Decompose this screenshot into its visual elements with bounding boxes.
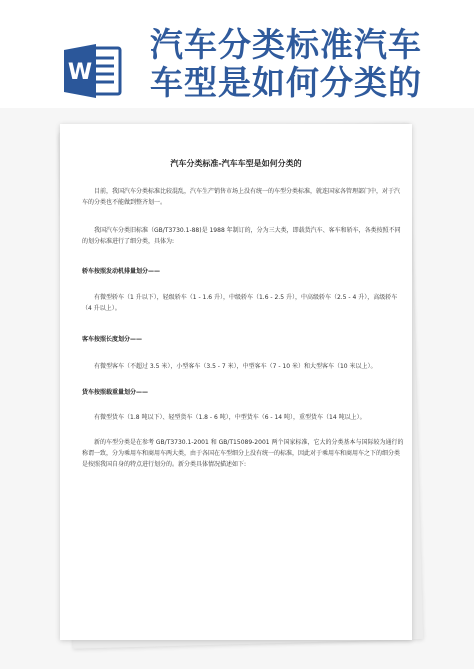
paragraph-bus-classes: 有微型客车（不超过 3.5 米），小型客车（3.5 - 7 米），中型客车（7 - 10 米）和大型客车（10 米以上）。 [94, 363, 377, 370]
banner-title [150, 26, 422, 102]
heading-bus: 客车按照长度划分—— [82, 336, 143, 343]
banner [0, 0, 474, 108]
heading-truck: 货车按照载重量划分—— [82, 389, 149, 396]
heading-sedan: 轿车按照发动机排量划分—— [82, 268, 161, 275]
word-document-icon [62, 40, 124, 102]
paragraph-truck-classes: 有微型货车（1.8 吨以下）、轻型货车（1.8 - 6 吨），中型货车（6 - 14 吨），重型货车（14 吨以上）。 [94, 414, 366, 421]
banner-title-line-1: 汽车分类标准汽车 [150, 25, 422, 64]
banner-title-line-2: 车型是如何分类的 [150, 63, 422, 102]
paragraph-old-standard: 我国汽车分类旧标准（GB/T3730.1-88)是 1988 年制订的，分为三大类，即载货汽车、客车和轿车，各类按照不同的划分标准进行了细分类，具体为: [82, 227, 401, 245]
paragraph-new-standard: 新的车型分类是在参考 GB/T3730.1-2001 和 GB/T15089-2001 两个国家标准，它大的分类基本与国际较为通行的称谓一致，分为乘用车和商用车两大类，由于各国在车型细分上没有统一的标准，因此对于乘用车和商用车之下的细分类是按照我国自身的特点进行划分的。新分类具体情况描述如下: [82, 439, 404, 468]
document-title: 汽车分类标准-汽车车型是如何分类的 [170, 159, 302, 168]
document-page [60, 124, 412, 640]
paragraph-sedan-classes: 有微型轿车（1 升以下），轻级轿车（1 - 1.6 升），中级轿车（1.6 - 2.5 升），中高级轿车（2.5 - 4 升），高级轿车（4 升以上）。 [82, 294, 398, 312]
paragraph-intro: 目前，我国汽车分类标准比较混乱，汽车生产销售市场上没有统一的车型分类标准，就连国家各管理部门中，对于汽车的分类也不能做到整齐划一。 [82, 188, 401, 206]
word-logo-letter: W [67, 60, 93, 85]
